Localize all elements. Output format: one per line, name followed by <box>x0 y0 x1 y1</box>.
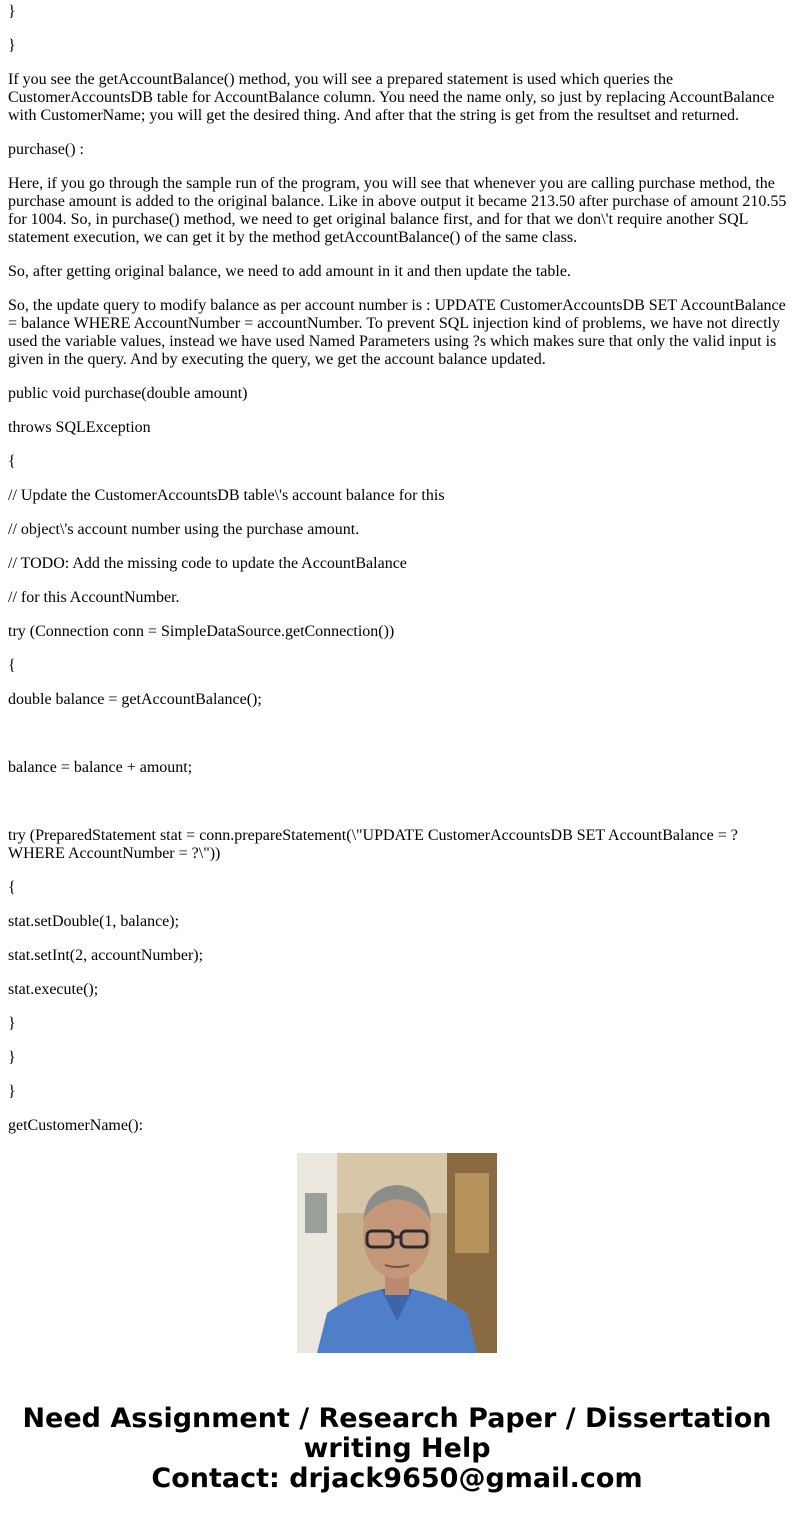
code-line: } <box>8 3 16 20</box>
blank-line <box>8 793 788 811</box>
code-line: stat.execute(); <box>8 981 99 998</box>
code-comment: // TODO: Add the missing code to update the AccountBalance <box>8 555 407 572</box>
code-line: public void purchase(double amount) <box>8 385 248 402</box>
code-line: } <box>8 1083 16 1100</box>
code-line: try (PreparedStatement stat = conn.prepareStatement(\"UPDATE CustomerAccountsDB SET AccountBalance = ? WHERE AccountNumber = ?\")) <box>8 827 738 862</box>
body-paragraph: If you see the getAccountBalance() method, you will see a prepared statement is used which queries the CustomerAccountsDB table for AccountBalance column. You need the name only, so just by replacing AccountBalance with CustomerName; you will get the desired thing. And after that the string is get from the resultset and returned. <box>8 71 775 124</box>
promo-footer <box>0 1122 794 1523</box>
code-line: } <box>8 1049 16 1066</box>
code-line: { <box>8 657 16 674</box>
code-line: } <box>8 37 16 54</box>
code-line: stat.setInt(2, accountNumber); <box>8 947 204 964</box>
cut-off-line: getCustomerName(): <box>8 1117 144 1134</box>
code-comment: // object\'s account number using the purchase amount. <box>8 521 360 538</box>
code-line: stat.setDouble(1, balance); <box>8 913 180 930</box>
code-line: throws SQLException <box>8 419 151 436</box>
code-comment: // Update the CustomerAccountsDB table\'s account balance for this <box>8 487 445 504</box>
code-line: double balance = getAccountBalance(); <box>8 691 262 708</box>
body-paragraph: So, the update query to modify balance as per account number is : UPDATE CustomerAccountsDB SET AccountBalance = balance WHERE AccountNumber = accountNumber. To prevent SQL injection kind of problems, we have not directly used the variable values, instead we have used Named Parameters using ?s which makes sure that only the valid input is given in the query. And by executing the query, we get the account balance updated. <box>8 297 786 368</box>
code-line: { <box>8 879 16 896</box>
contact-banner <box>0 1404 794 1494</box>
section-heading: purchase() : <box>8 141 84 158</box>
code-line: try (Connection conn = SimpleDataSource.getConnection()) <box>8 623 395 640</box>
banner-line-2: writing Help <box>303 1433 491 1464</box>
body-paragraph: Here, if you go through the sample run of the program, you will see that whenever you are calling purchase method, the purchase amount is added to the original balance. Like in above output it became 213.50 after purchase of amount 210.55 for 1004. So, in purchase() method, we need to get original balance first, and for that we don\'t require another SQL statement execution, we can get it by the method getAccountBalance() of the same class. <box>8 175 787 246</box>
banner-line-1: Need Assignment / Research Paper / Dissertation <box>22 1403 772 1434</box>
banner-contact[interactable]: Contact: drjack9650@gmail.com <box>151 1463 643 1494</box>
person-photo-icon <box>297 1153 497 1353</box>
document-body <box>8 0 788 1134</box>
code-line: } <box>8 1015 16 1032</box>
avatar <box>297 1153 497 1353</box>
blank-line <box>8 725 788 743</box>
code-line: { <box>8 453 16 470</box>
body-paragraph: So, after getting original balance, we need to add amount in it and then update the table. <box>8 263 571 280</box>
code-comment: // for this AccountNumber. <box>8 589 180 606</box>
code-line: balance = balance + amount; <box>8 759 193 776</box>
